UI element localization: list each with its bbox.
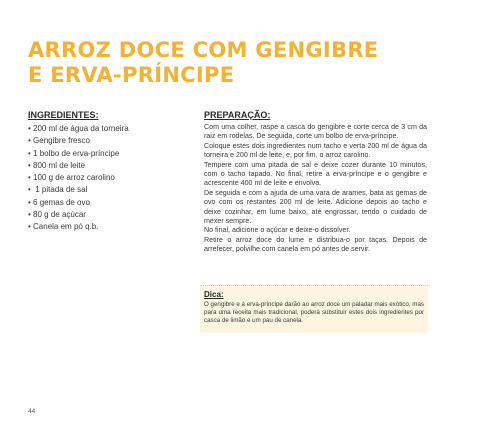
recipe-title <box>28 38 448 88</box>
ingredient-item: • 100 g de arroz carolino <box>28 172 188 184</box>
ingredients-list <box>28 123 188 234</box>
preparation-step: Tempere com uma pitada de sal e deixe cozer durante 10 minutos, com o tacho tapado. No final, retire a erva-príncipe e o gengibre e acrescente 400 ml de leite e envolva. <box>204 160 427 188</box>
preparation-heading: PREPARAÇÃO: <box>204 110 271 120</box>
ingredient-item: • Gengibre fresco <box>28 135 188 147</box>
ingredient-item: • 200 ml de água da torneira <box>28 123 188 135</box>
ingredient-item: • 6 gemas de ovo <box>28 197 188 209</box>
preparation-step: Retire o arroz doce do lume e distribua-o por taças. Depois de arrefecer, polvilhe com canela em pó antes de servir. <box>204 235 427 254</box>
tip-box <box>200 285 428 333</box>
page-number: 44 <box>28 408 36 415</box>
preparation-step: No final, adicione o açúcar e deixe-o dissolver. <box>204 226 351 235</box>
ingredient-item: • Canela em pó q.b. <box>28 221 188 233</box>
ingredients-heading: INGREDIENTES: <box>28 110 99 120</box>
ingredients-section <box>28 110 188 234</box>
preparation-step: De seguida e com a ajuda de uma vara de arames, bata as gemas de ovo com os restantes 200 ml de leite. Adicione depois ao tacho e deixe cozinhar, em lume baixo, até engrossar, tendo o cuidado de mexer sempre. <box>204 188 427 226</box>
recipe-title-line-2: E ERVA-PRÍNCIPE <box>28 63 235 87</box>
preparation-step: Coloque estes dois ingredientes num tacho e verta 200 ml de água da torneira e 200 ml de leite, e, por fim, o arroz carolino. <box>204 141 427 160</box>
preparation-step: Com uma colher, raspe a casca do gengibre e corte cerca de 3 cm da raiz em rodelas. De seguida, corte um bolbo de erva-príncipe. <box>204 123 427 141</box>
tip-text: O gengibre e a erva-príncipe darão ao arroz doce um paladar mais exótico, mas para uma receita mais tradicional, poderá substituir estes dois ingredientes por casca de limão e um pau de canela. <box>204 301 424 325</box>
recipe-title-line-1: ARROZ DOCE COM GENGIBRE <box>28 38 379 62</box>
tip-heading: Dica: <box>204 290 224 299</box>
preparation-section <box>204 110 427 255</box>
ingredient-item: • 80 g de açúcar <box>28 209 188 221</box>
ingredient-item: • 800 ml de leite <box>28 160 188 172</box>
ingredient-item: • 1 pitada de sal <box>28 184 188 196</box>
ingredient-item: • 1 bolbo de erva-príncipe <box>28 148 188 160</box>
